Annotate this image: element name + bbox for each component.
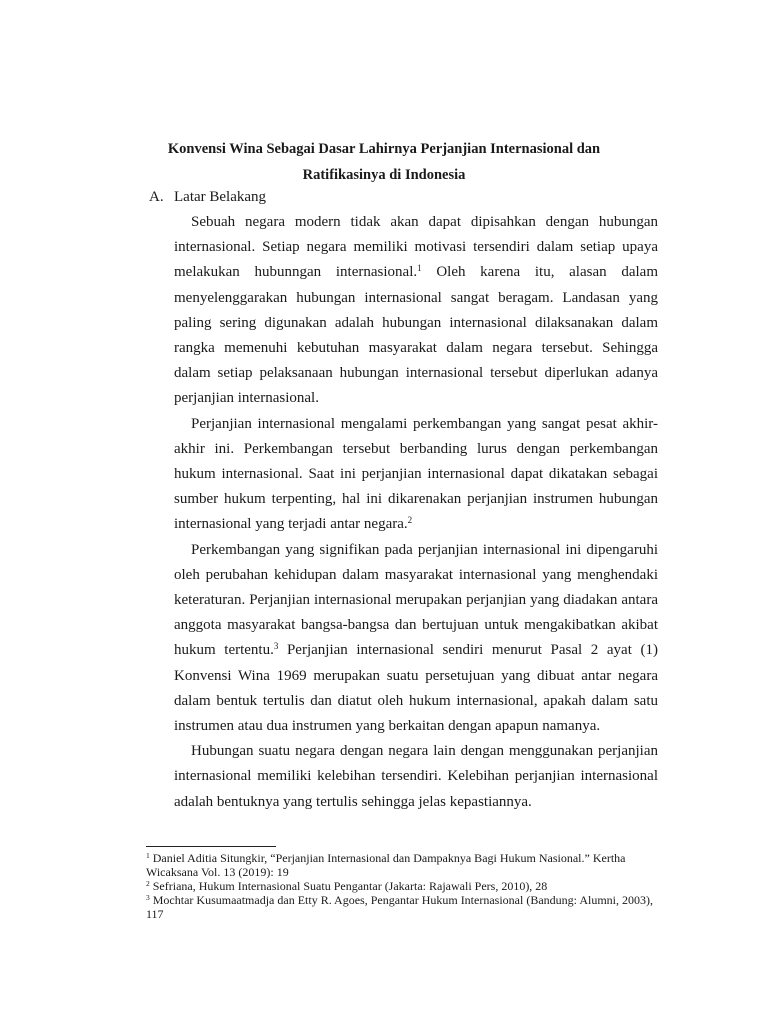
paragraph-4-text: Hubungan suatu negara dengan negara lain dengan menggunakan perjanjian internasional memiliki kelebihan tersendiri. Kelebihan perjanjian internasional adalah bentuknya yang tertulis sehingga jelas kepastiannya. [174, 743, 658, 810]
paragraph-2-text: Perjanjian internasional mengalami perkembangan yang sangat pesat akhir-akhir ini. Perkembangan tersebut berbanding lurus dengan perkembangan hukum internasional. Saat ini perjanjian internasional dapat dikatakan sebagai sumber hukum terpenting, hal ini dikarenakan perjanjian instrumen hubungan internasional yang terjadi antar negara. [174, 415, 658, 533]
paragraph-1 [174, 210, 658, 412]
paragraph-4 [174, 739, 658, 815]
paragraph-2 [174, 412, 658, 538]
footnote-ref-1: 1 [417, 263, 422, 274]
paragraph-1-part-a: Sebuah negara modern tidak akan dapat dipisahkan dengan hubungan internasional. Setiap negara memiliki motivasi tersendiri dalam setiap upaya melakukan hubunngan internasional. [174, 214, 658, 281]
footnote-text: Mochtar Kusumaatmadja dan Etty R. Agoes, Pengantar Hukum Internasional (Bandung: Alumni, 2003), 117 [146, 893, 653, 921]
paragraph-1-part-b: Oleh karena itu, alasan dalam menyelenggarakan hubungan internasional sangat beragam. Landasan yang paling sering digunakan adalah hubungan internasional dilaksanakan dalam rangka memenuhi kebutuhan masyarakat dalam negara tersebut. Sehingga dalam setiap pelaksanaan hubungan internasional tersebut diperlukan adanya perjanjian internasional. [174, 264, 658, 407]
document-title [0, 136, 768, 188]
paragraph-3 [174, 538, 658, 740]
footnote-number: 2 [146, 879, 150, 888]
footnote-1 [146, 851, 658, 879]
section-heading [149, 185, 266, 210]
footnotes [146, 851, 658, 921]
footnote-number: 1 [146, 851, 150, 860]
footnote-number: 3 [146, 893, 150, 902]
paragraph-3-part-a: Perkembangan yang signifikan pada perjanjian internasional ini dipengaruhi oleh perubahan kehidupan dalam masyarakat internasional yang menghendaki keteraturan. Perjanjian internasional merupakan perjanjian yang diadakan antara anggota masyarakat bangsa-bangsa dan bertujuan untuk mengakibatkan akibat hukum tertentu. [174, 541, 658, 659]
title-line-2: Ratifikasinya di Indonesia [302, 167, 466, 183]
section-number: A. [149, 189, 164, 205]
footnote-2 [146, 879, 658, 893]
paragraph-3-part-b: Perjanjian internasional sendiri menurut Pasal 2 ayat (1) Konvensi Wina 1969 merupakan suatu persetujuan yang dibuat antar negara dalam bentuk tertulis dan diatut oleh hukum internasional, apakah dalam satu instrumen atau dua instrumen yang berkaitan dengan apapun namanya. [174, 642, 658, 735]
section-label: Latar Belakang [174, 189, 267, 205]
footnote-3 [146, 893, 658, 921]
footnote-text: Sefriana, Hukum Internasional Suatu Pengantar (Jakarta: Rajawali Pers, 2010), 28 [149, 879, 548, 893]
title-line-1: Konvensi Wina Sebagai Dasar Lahirnya Perjanjian Internasional dan [167, 141, 601, 157]
footnote-text: Daniel Aditia Situngkir, “Perjanjian Internasional dan Dampaknya Bagi Hukum Nasional.” Kertha Wicaksana Vol. 13 (2019): 19 [146, 851, 626, 879]
footnote-ref-3: 3 [273, 641, 279, 652]
footnote-separator [146, 846, 276, 847]
footnote-ref-2: 2 [407, 515, 413, 526]
body-text [174, 210, 658, 815]
